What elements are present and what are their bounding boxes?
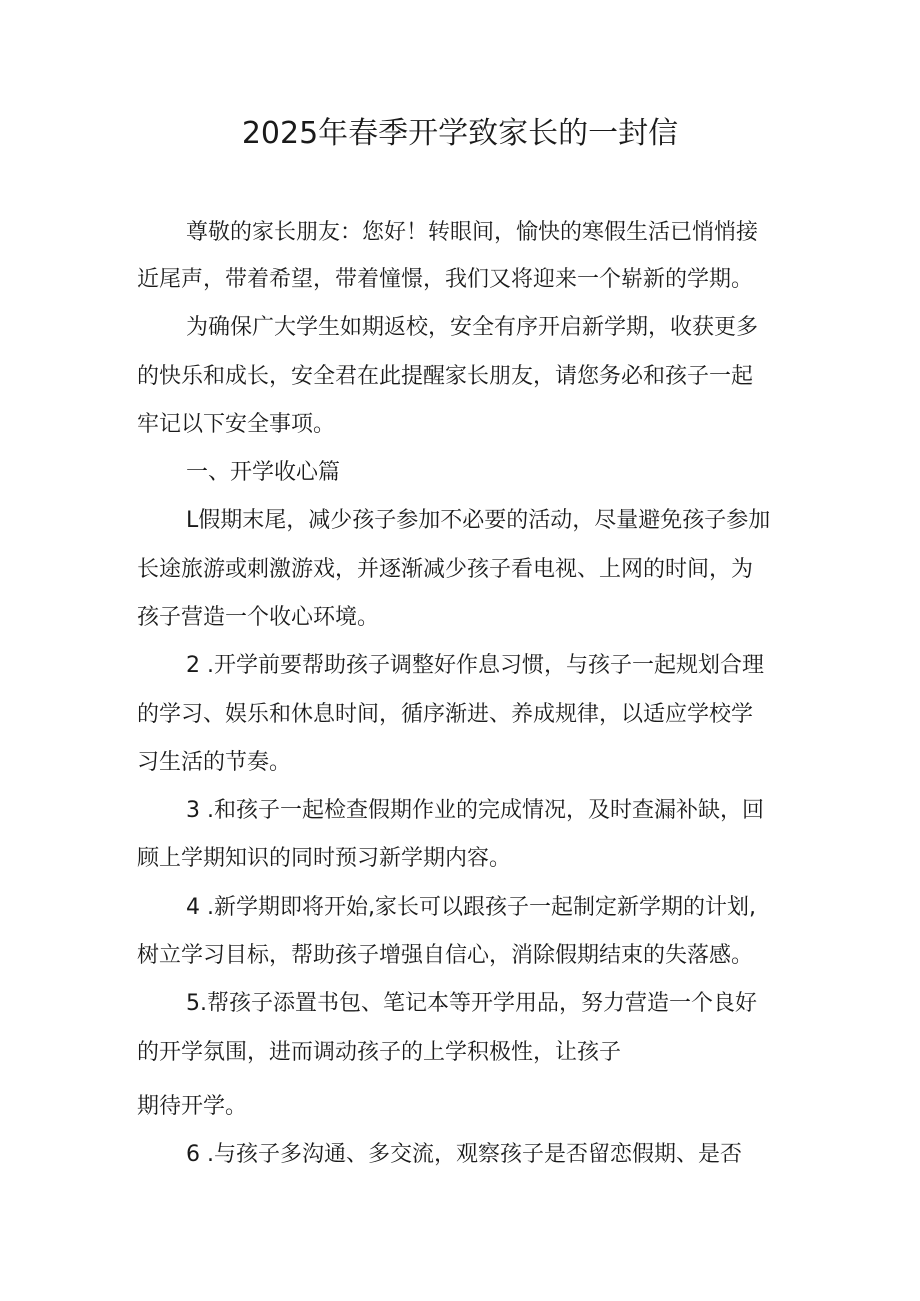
text-line: L假期末尾，减少孩子参加不必要的活动，尽量避免孩子参加: [186, 508, 771, 533]
page-title: 2025年春季开学致家长的一封信: [241, 116, 679, 151]
text-line: 5.帮孩子添置书包、笔记本等开学用品，努力营造一个良好: [186, 991, 757, 1016]
text-line: 尊敬的家长朋友：您好！转眼间，愉快的寒假生活已悄悄接: [186, 220, 759, 245]
text-line: 的学习、娱乐和休息时间，循序渐进、养成规律，以适应学校学: [137, 702, 754, 727]
text-line: 的快乐和成长，安全君在此提醒家长朋友，请您务必和孩子一起: [137, 364, 754, 389]
text-line: 2 .开学前要帮助孩子调整好作息习惯，与孩子一起规划合理: [186, 653, 764, 678]
text-line: 3 .和孩子一起检查假期作业的完成情况，及时查漏补缺，回: [186, 798, 764, 823]
text-line: 顾上学期知识的同时预习新学期内容。: [137, 846, 512, 871]
text-line: 近尾声，带着希望，带着憧憬，我们又将迎来一个崭新的学期。: [137, 267, 754, 292]
text-line: 期待开学。: [137, 1094, 248, 1119]
text-line: 6 .与孩子多沟通、多交流，观察孩子是否留恋假期、是否: [186, 1142, 742, 1167]
text-line: 4 .新学期即将开始,家长可以跟孩子一起制定新学期的计划,: [186, 895, 756, 920]
text-line: 的开学氛围，进而调动孩子的上学积极性，让孩子: [137, 1040, 622, 1065]
text-line: 为确保广大学生如期返校，安全有序开启新学期，收获更多: [186, 315, 759, 340]
text-line: 孩子营造一个收心环境。: [137, 605, 380, 630]
section-heading: 一、开学收心篇: [186, 460, 341, 485]
text-line: 牢记以下安全事项。: [137, 412, 336, 437]
text-line: 习生活的节奏。: [137, 750, 292, 775]
text-line: 长途旅游或刺激游戏，并逐渐减少孩子看电视、上网的时间，为: [137, 557, 754, 582]
text-line: 树立学习目标，帮助孩子增强自信心，消除假期结束的失落感。: [137, 943, 754, 968]
